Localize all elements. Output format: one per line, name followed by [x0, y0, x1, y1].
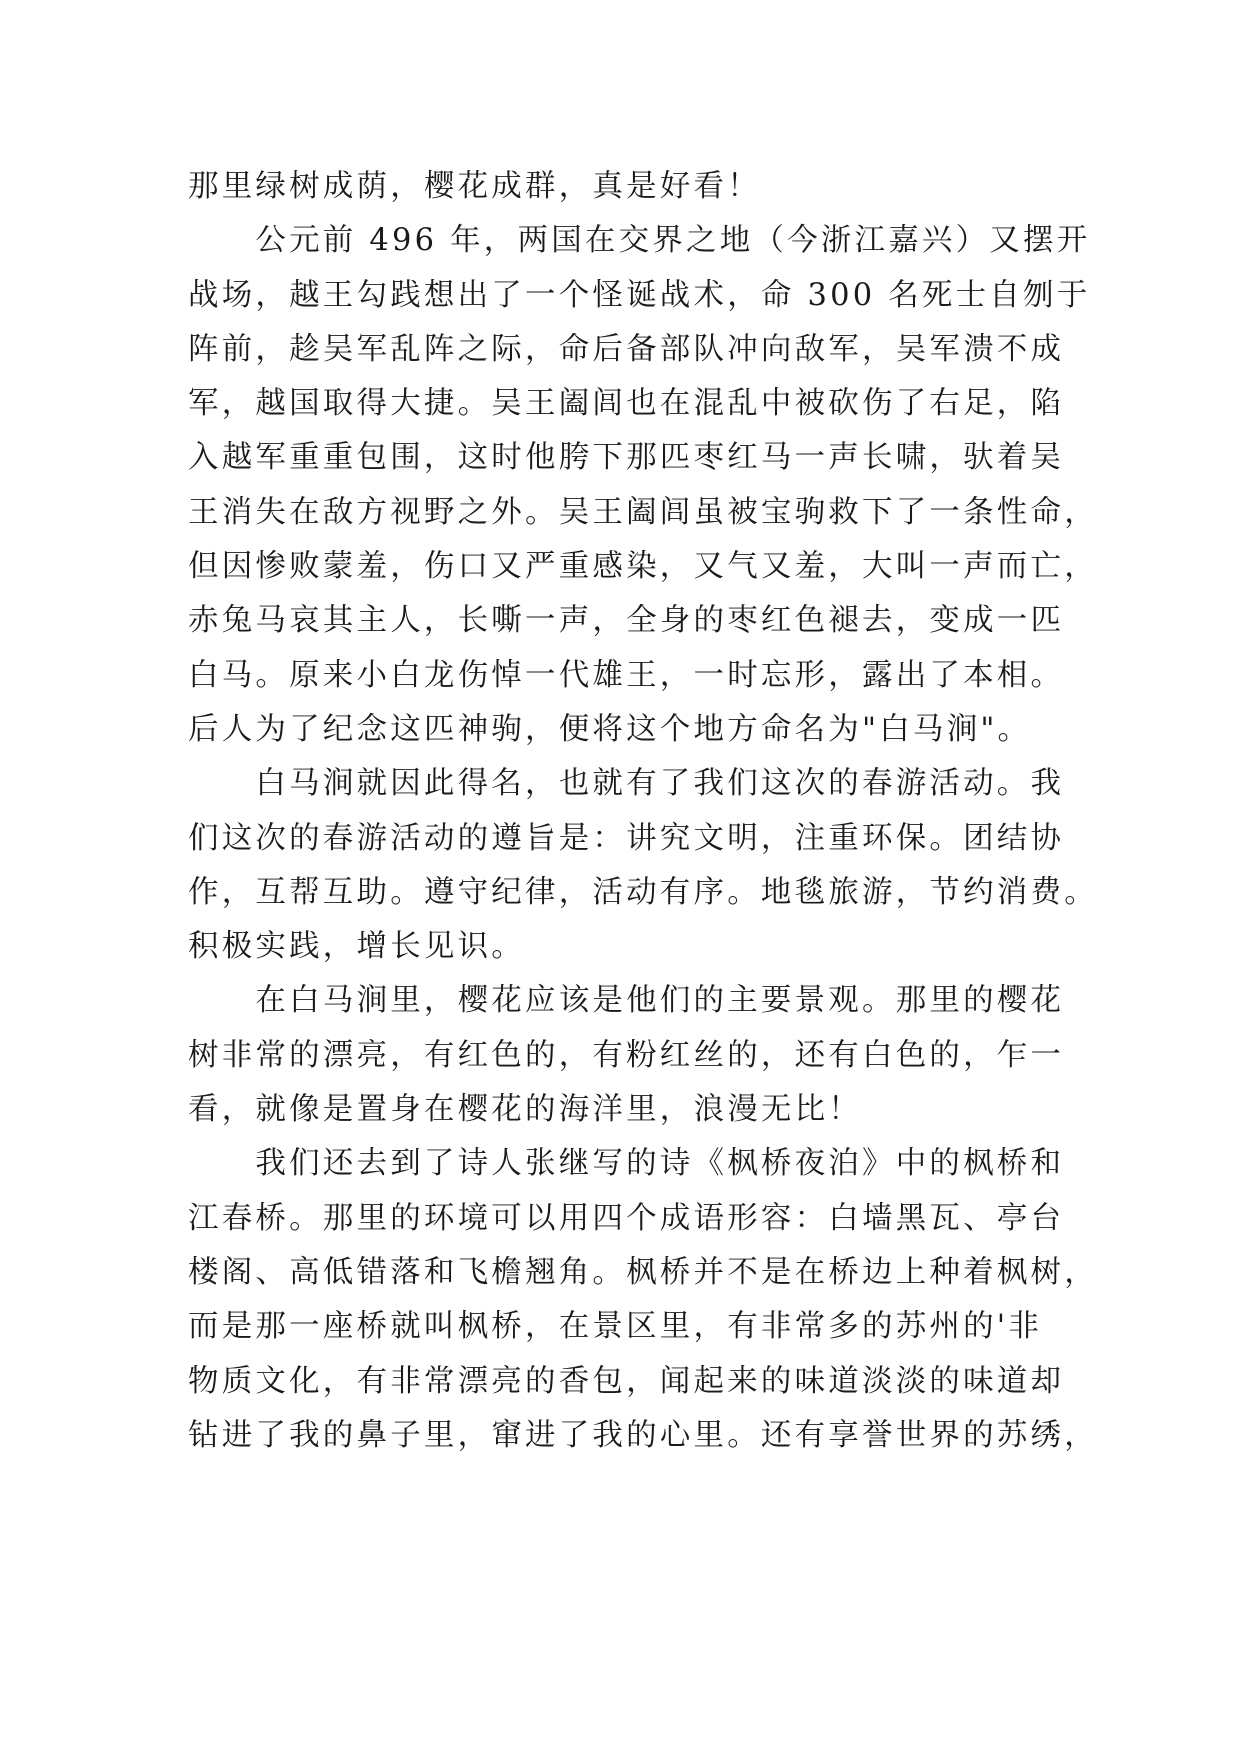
- body-text: [188, 160, 1098, 1463]
- text-line: 们这次的春游活动的遵旨是：讲究文明，注重环保。团结协: [188, 820, 1065, 856]
- text-line: 积极实践，增长见识。: [188, 929, 525, 965]
- text-line: 楼阁、高低错落和飞檐翘角。枫桥并不是在桥边上种着枫树，: [188, 1254, 1098, 1290]
- text-line: 那里绿树成荫，樱花成群，真是好看！: [188, 169, 761, 204]
- text-line: 白马。原来小白龙伤悼一代雄王，一时忘形，露出了本相。: [188, 657, 1065, 693]
- text-line: 战场，越王勾践想出了一个怪诞战术，命 300 名死士自刎于: [188, 277, 1091, 313]
- text-line: 公元前 496 年，两国在交界之地（今浙江嘉兴）又摆开: [188, 223, 1091, 259]
- text-line: 但因惨败蒙羞，伤口又严重感染，又气又羞，大叫一声而亡，: [188, 549, 1098, 585]
- text-line: 作，互帮互助。遵守纪律，活动有序。地毯旅游，节约消费。: [188, 874, 1098, 910]
- text-line: 物质文化，有非常漂亮的香包，闻起来的味道淡淡的味道却: [188, 1363, 1065, 1399]
- text-line: 而是那一座桥就叫枫桥，在景区里，有非常多的苏州的'非: [188, 1309, 1043, 1345]
- text-line: 后人为了纪念这匹神驹，便将这个地方命名为"白马涧"。: [188, 711, 1032, 747]
- text-line: 白马涧就因此得名，也就有了我们这次的春游活动。我: [188, 766, 1065, 802]
- text-line: 赤兔马哀其主人，长嘶一声，全身的枣红色褪去，变成一匹: [188, 603, 1065, 639]
- text-line: 看，就像是置身在樱花的海洋里，浪漫无比！: [188, 1092, 862, 1128]
- text-line: 入越军重重包围，这时他胯下那匹枣红马一声长啸，驮着吴: [188, 440, 1065, 476]
- text-line: 我们还去到了诗人张继写的诗《枫桥夜泊》中的枫桥和: [188, 1146, 1065, 1182]
- text-line: 阵前，趁吴军乱阵之际，命后备部队冲向敌军，吴军溃不成: [188, 331, 1065, 367]
- text-line: 在白马涧里，樱花应该是他们的主要景观。那里的樱花: [188, 983, 1065, 1019]
- text-line: 军，越国取得大捷。吴王阖闾也在混乱中被砍伤了右足，陷: [188, 386, 1065, 422]
- text-line: 江春桥。那里的环境可以用四个成语形容：白墙黑瓦、亭台: [188, 1200, 1065, 1236]
- text-line: 树非常的漂亮，有红色的，有粉红丝的，还有白色的，乍一: [188, 1037, 1065, 1073]
- text-line: 钻进了我的鼻子里，窜进了我的心里。还有享誉世界的苏绣，: [188, 1417, 1098, 1453]
- text-line: 王消失在敌方视野之外。吴王阖闾虽被宝驹救下了一条性命，: [188, 494, 1098, 530]
